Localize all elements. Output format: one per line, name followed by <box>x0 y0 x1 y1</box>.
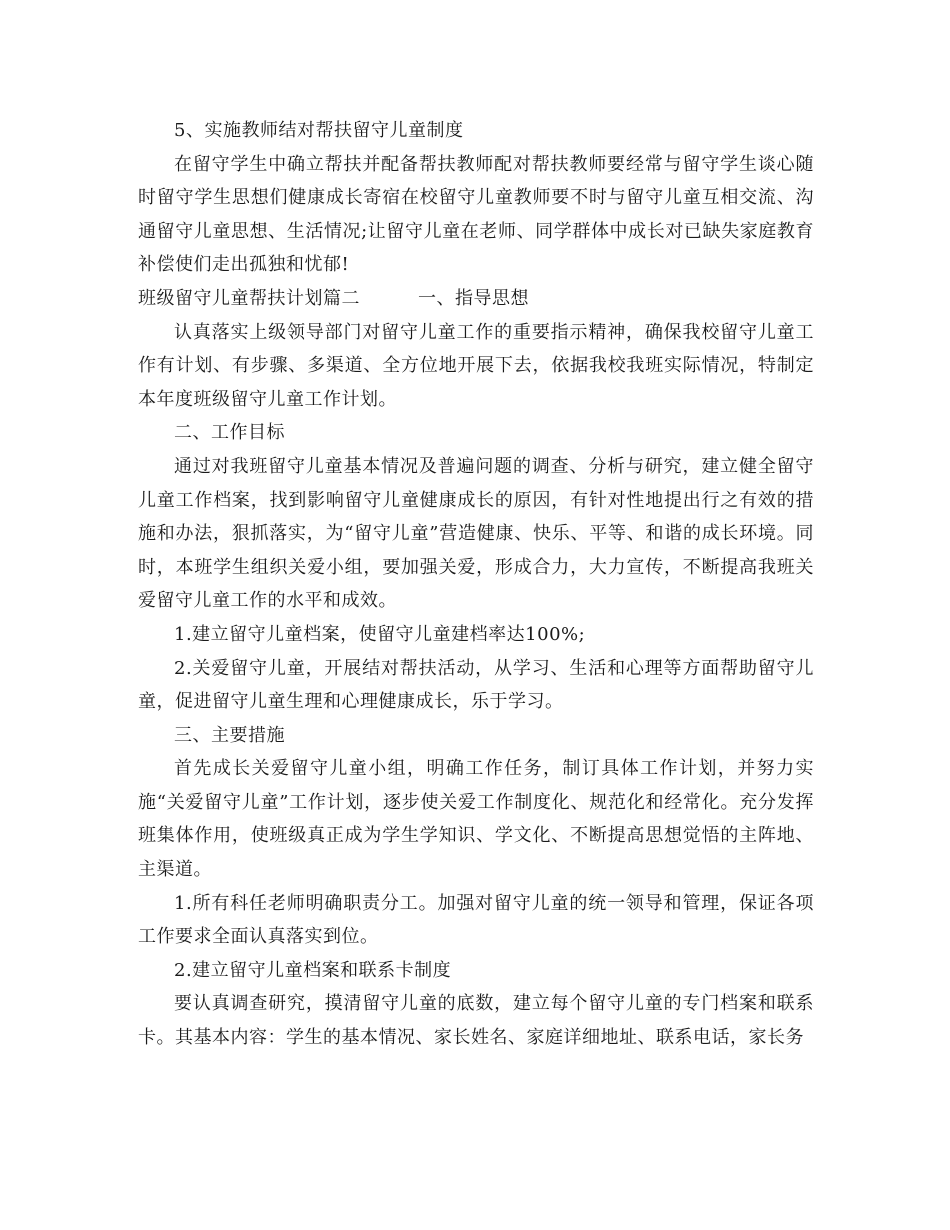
paragraph: 通过对我班留守儿童基本情况及普遍问题的调查、分析与研究，建立健全留守儿童工作档案，找到影响留守儿童健康成长的原因，有针对性地提出行之有效的措施和办法，狠抓落实，为“留守儿童”营造健康、快乐、平等、和谐的成长环境。同时，本班学生组织关爱小组，要加强关爱，形成合力，大力宣传，不断提高我班关爱留守儿童工作的水平和成效。 <box>138 455 814 612</box>
section-heading-guiding: 一、指导思想 <box>418 287 529 309</box>
list-item: 1.建立留守儿童档案，使留守儿童建档率达100%; <box>174 623 586 645</box>
plan-title-line <box>138 282 814 316</box>
plan-title: 班级留守儿童帮扶计划篇二 <box>138 287 360 309</box>
section-heading-goals: 二、工作目标 <box>174 422 285 444</box>
section-heading-measures: 三、主要措施 <box>174 724 285 746</box>
paragraph: 认真落实上级领导部门对留守儿童工作的重要指示精神，确保我校留守儿童工作有计划、有步骤、多渠道、全方位地开展下去，依据我校我班实际情况，特制定本年度班级留守儿童工作计划。 <box>138 321 814 410</box>
paragraph: 在留守学生中确立帮扶并配备帮扶教师配对帮扶教师要经常与留守学生谈心随时留守学生思想们健康成长寄宿在校留守儿童教师要不时与留守儿童互相交流、沟通留守儿童思想、生活情况;让留守儿童在老师、同学群体中成长对已缺失家庭教育补偿使们走出孤独和忧郁! <box>138 153 814 276</box>
paragraph: 要认真调查研究，摸清留守儿童的底数，建立每个留守儿童的专门档案和联系卡。其基本内容：学生的基本情况、家长姓名、家庭详细地址、联系电话，家长务 <box>138 993 814 1049</box>
list-item: 2.建立留守儿童档案和联系卡制度 <box>174 959 452 981</box>
section-heading-5: 5、实施教师结对帮扶留守儿童制度 <box>174 120 464 141</box>
list-item: 2.关爱留守儿童，开展结对帮扶活动，从学习、生活和心理等方面帮助留守儿童，促进留守儿童生理和心理健康成长，乐于学习。 <box>138 657 814 713</box>
paragraph: 首先成长关爱留守儿童小组，明确工作任务，制订具体工作计划，并努力实施“关爱留守儿童”工作计划，逐步使关爱工作制度化、规范化和经常化。充分发挥班集体作用，使班级真正成为学生学知识、学文化、不断提高思想觉悟的主阵地、主渠道。 <box>138 758 814 881</box>
document-body <box>138 114 814 1055</box>
list-item: 1.所有科任老师明确职责分工。加强对留守儿童的统一领导和管理，保证各项工作要求全面认真落实到位。 <box>138 892 814 948</box>
